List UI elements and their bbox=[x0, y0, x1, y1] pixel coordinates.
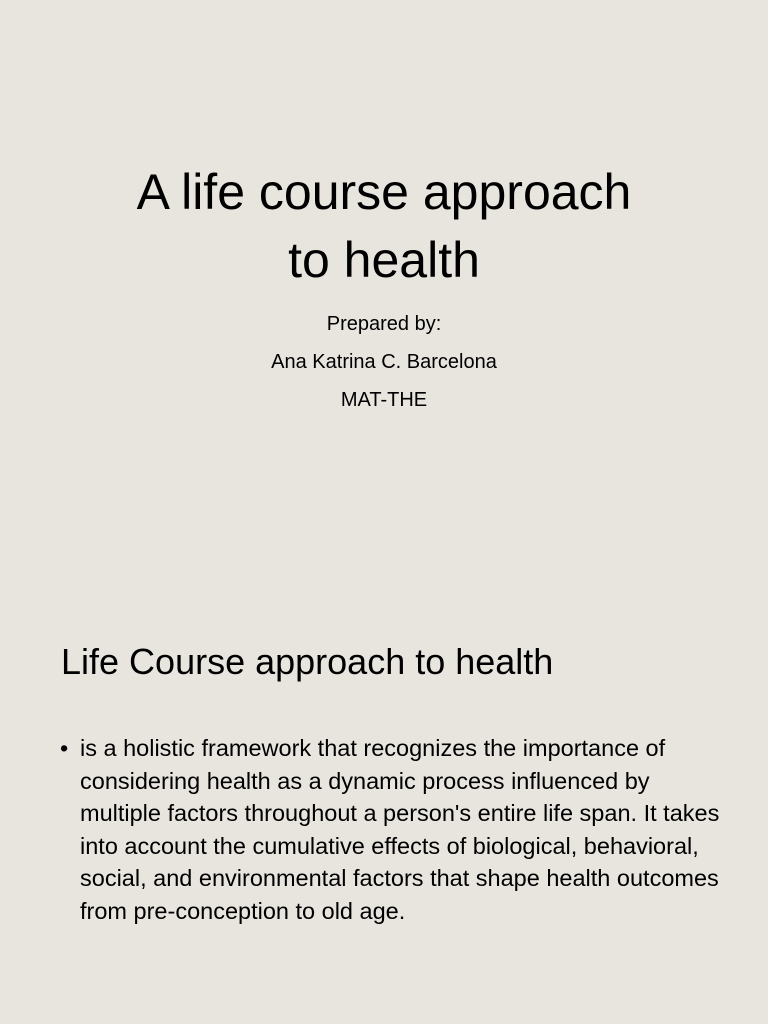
bullet-text: is a holistic framework that recognizes the importance of considering health as a dynamic process influenced by multiple factors throughout a person's entire life span. It takes into account the cumulative effects of biological, behavioral, social, and environmental factors that shape health outcomes from pre-conception to old age. bbox=[80, 735, 720, 924]
slide-subtitle bbox=[0, 305, 768, 419]
slide-title-line-2: to health bbox=[288, 232, 480, 288]
prepared-by-label: Prepared by: bbox=[326, 313, 442, 335]
slide-title bbox=[0, 158, 768, 294]
bullet-item bbox=[60, 732, 720, 927]
author-name: Ana Katrina C. Barcelona bbox=[271, 351, 497, 373]
slide-title-line-1: A life course approach bbox=[136, 164, 632, 220]
bullet-icon: • bbox=[60, 735, 69, 761]
content-slide bbox=[0, 578, 768, 1024]
content-slide-heading: Life Course approach to health bbox=[61, 641, 554, 682]
program-name: MAT-THE bbox=[340, 389, 428, 411]
